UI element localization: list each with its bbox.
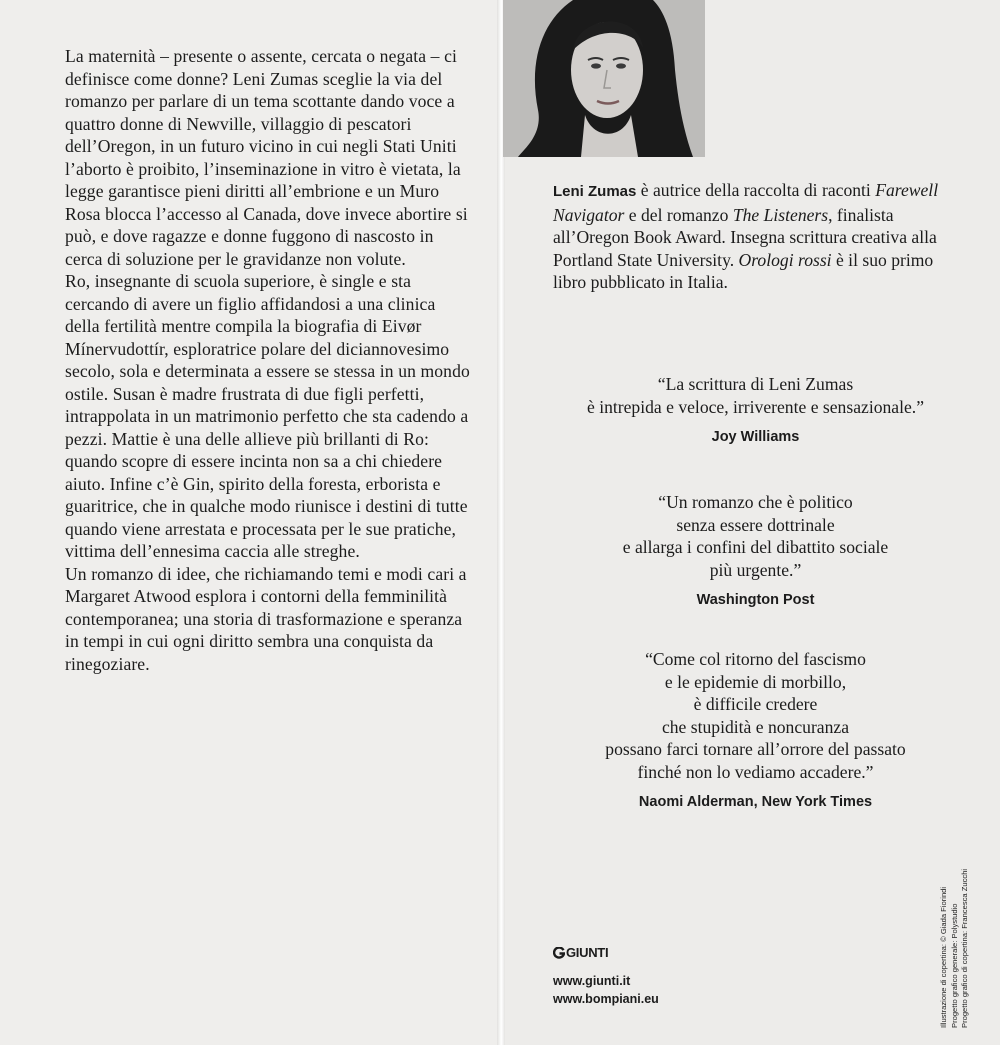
quote-author: Joy Williams xyxy=(711,429,800,445)
book-synopsis xyxy=(65,45,470,675)
credit-line: Illustrazione di copertina: © Giada Fiorindi xyxy=(939,886,948,1028)
publisher-logo xyxy=(553,945,608,960)
bio-text: è il suo primo libro pubblicato in Italia. xyxy=(553,249,934,292)
book-title: Farewell Navigator xyxy=(553,180,939,225)
quote-author: Washington Post xyxy=(696,592,815,608)
book-title: Orologi rossi xyxy=(738,249,832,270)
review-quote xyxy=(553,491,958,608)
publisher-logo-text: GIUNTI xyxy=(566,945,609,960)
synopsis-paragraph-3: Un romanzo di idee, che richiamando temi e modi cari a Margaret Atwood esplora i contorni della femminilità contemporanea; una storia di trasformazione e speranza in tempi in cui ogni diritto sembra una conquista da rinegoziare. xyxy=(65,563,467,674)
quote-line: è difficile credere xyxy=(693,694,818,714)
bio-text: , finalista all’Oregon Book Award. Insegna scrittura creativa alla Portland State University. xyxy=(553,204,937,270)
quote-line: senza essere dottrinale xyxy=(676,514,835,535)
publisher-links xyxy=(553,972,659,1008)
review-quote xyxy=(553,373,958,445)
quote-line: che stupidità e noncuranza xyxy=(661,716,850,737)
publisher-link[interactable]: www.bompiani.eu xyxy=(553,992,659,1006)
bio-text: e del romanzo xyxy=(624,204,733,225)
bio-text: è autrice della raccolta di raconti xyxy=(636,180,876,200)
cover-credits xyxy=(939,869,971,1028)
giunti-logo-icon xyxy=(553,947,565,959)
author-name: Leni Zumas xyxy=(553,183,637,200)
credit-line: Progetto grafico generale: Polystudio xyxy=(949,903,959,1028)
synopsis-paragraph-2: Ro, insegnante di scuola superiore, è single e sta cercando di avere un figlio affidandosi a una clinica della fertilità mentre compila la biografia di Eivør Mínervudottír, esploratrice polare del diciannovesimo secolo, sola e determinata a essere se stessa in un mondo ostile. Susan è madre frustrata di due figli perfetti, intrappolata in un matrimonio perfetto che sta cadendo a pezzi. Mattie è una delle allieve più brillanti di Ro: quando scopre di essere incinta non sa a chi chiedere aiuto. Infine c’è Gin, spirito della foresta, erborista e guaritrice, che in qualche modo riunisce i destini di tutte quando viene arrestata e processata per le sue pratiche, vittima dell’ennesima caccia alle streghe. xyxy=(65,271,470,561)
author-bio xyxy=(553,179,958,294)
quote-line: “Come col ritorno del fascismo xyxy=(645,649,866,669)
quote-line: più urgente.” xyxy=(709,559,802,580)
quote-line: e allarga i confini del dibattito sociale xyxy=(622,537,889,557)
publisher-link[interactable]: www.giunti.it xyxy=(553,974,631,988)
author-photo xyxy=(503,0,705,157)
quote-line: finché non lo vediamo accadere.” xyxy=(637,761,874,782)
quote-line: “Un romanzo che è politico xyxy=(658,492,853,512)
quote-author: Naomi Alderman, New York Times xyxy=(638,794,873,810)
review-quote xyxy=(553,648,958,810)
book-title: The Listeners xyxy=(732,204,829,225)
quote-line: e le epidemie di morbillo, xyxy=(664,671,847,692)
quote-line: “La scrittura di Leni Zumas xyxy=(657,374,854,394)
synopsis-paragraph-1: La maternità – presente o assente, cercata o negata – ci definisce come donne? Leni Zumas sceglie la via del romanzo per parlare di un tema scottante dando voce a quattro donne di Newville, villaggio di pescatori dell’Oregon, in un futuro vicino in cui negli Stati Uniti l’aborto è proibito, l’inseminazione in vitro è vietata, la legge garantisce pieni diritti all’embrione e un Muro Rosa blocca l’accesso al Canada, dove invece abortire si può, e dove ragazze e donne fuggono di nascosto in cerca di soluzione per le gravidanze non volute. xyxy=(65,46,468,269)
quote-line: è intrepida e veloce, irriverente e sensazionale.” xyxy=(586,396,925,417)
quote-line: possano farci tornare all’orrore del passato xyxy=(605,739,906,759)
credit-line: Progetto grafico di copertina: Francesca Zucchi xyxy=(960,868,969,1028)
